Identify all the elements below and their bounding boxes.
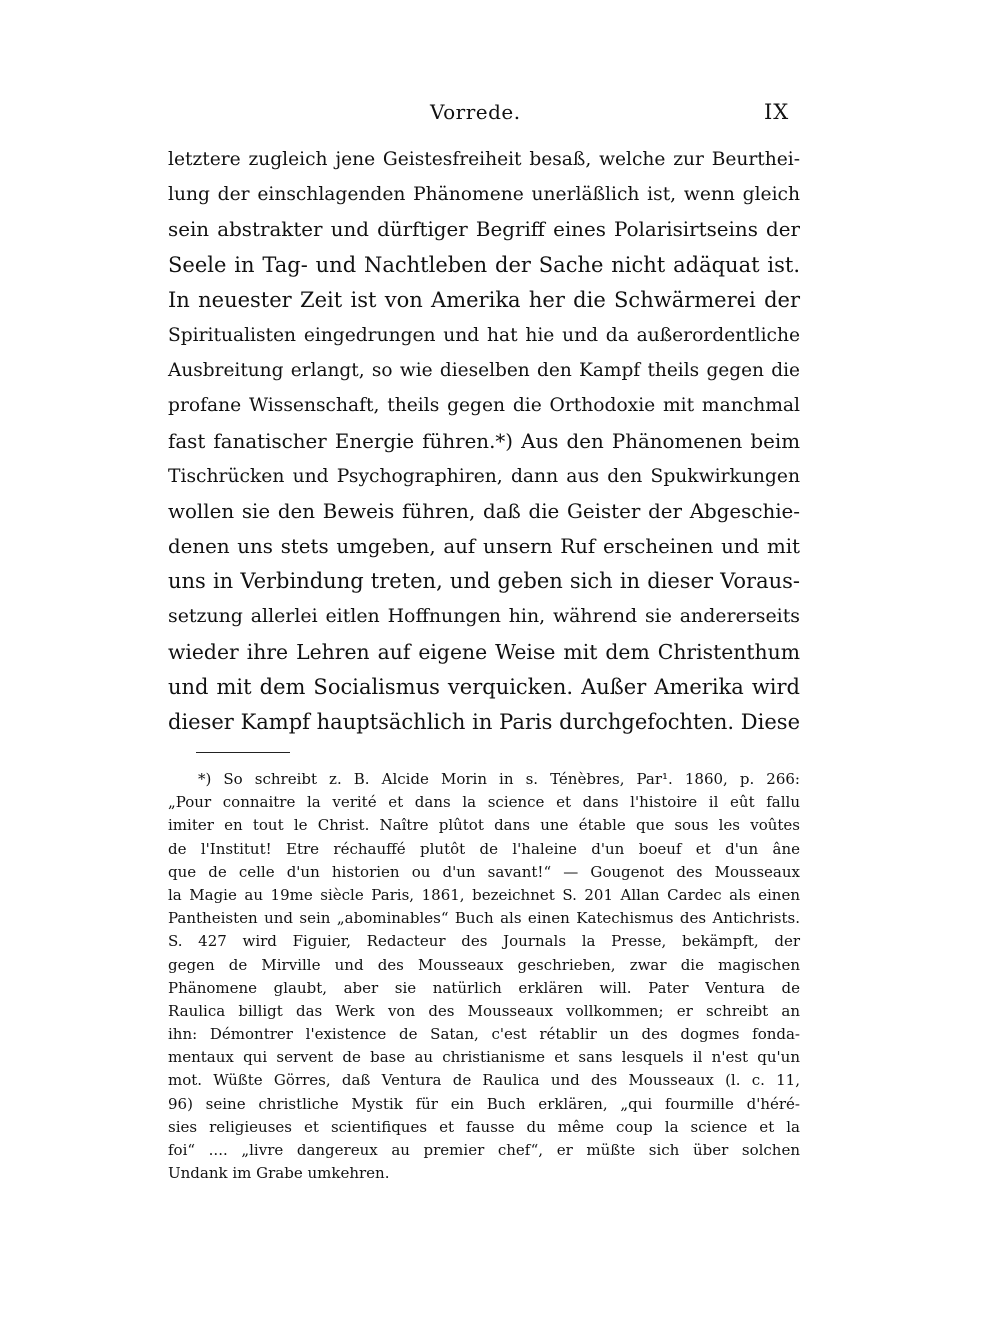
text-line: Tischrücken und Psychographiren, dann aus den Spukwirkungen — [168, 465, 800, 487]
footnote-line: foi“ .... „livre dangereux au premier chef“, er müßte sich über solchen — [168, 1141, 800, 1159]
text-line: Ausbreitung erlangt, so wie dieselben den Kampf theils gegen die — [168, 360, 800, 382]
footnote-line: mentaux qui servent de base au christianisme et sans lesquels il n'est qu'un — [168, 1048, 800, 1067]
footnote-line: sies religieuses et scientifiques et fausse du même coup la science et la — [168, 1117, 800, 1136]
running-title: Vorrede. — [430, 100, 521, 124]
page-number: IX — [764, 100, 790, 124]
text-line: Seele in Tag- und Nachtleben der Sache nicht adäquat ist. — [168, 252, 800, 277]
footnote-line: Pantheisten und sein „abominables“ Buch als einen Katechismus des Antichrists. — [168, 909, 800, 928]
footnote-line: de l'Institut! Etre réchauffé plutôt de l'haleine d'un boeuf et d'un âne — [168, 839, 800, 858]
main-text-body — [168, 142, 800, 740]
text-line: Spiritualisten eingedrungen und hat hie und da außerordentliche — [168, 324, 800, 346]
text-line: profane Wissenschaft, theils gegen die Orthodoxie mit manchmal — [168, 395, 800, 417]
footnote-line: la Magie au 19me siècle Paris, 1861, bezeichnet S. 201 Allan Cardec als einen — [168, 885, 800, 904]
footnote-line: S. 427 wird Figuier, Redacteur des Journals la Presse, bekämpft, der — [168, 932, 800, 951]
footnote-line: *) So schreibt z. B. Alcide Morin in s. Ténèbres, Par¹. 1860, p. 266: — [198, 770, 800, 788]
text-line: lung der einschlagenden Phänomene unerläßlich ist, wenn gleich — [168, 184, 800, 206]
text-line: In neuester Zeit ist von Amerika her die Schwärmerei der — [168, 287, 800, 312]
footnote-line: mot. Wüßte Görres, daß Ventura de Raulica und des Mousseaux (l. c. 11, — [168, 1071, 800, 1090]
text-line: und mit dem Socialismus verquicken. Außer Amerika wird — [168, 674, 800, 699]
footnote-line: Phänomene glaubt, aber sie natürlich erklären will. Pater Ventura de — [168, 978, 800, 997]
footnote-line: gegen de Mirville und des Mousseaux geschrieben, zwar die magischen — [168, 955, 800, 974]
footnote-line: 96) seine christliche Mystik für ein Buch erklären, „qui fourmille d'héré- — [168, 1094, 800, 1113]
footnote-divider — [196, 752, 290, 753]
footnote-line: ihn: Démontrer l'existence de Satan, c'est rétablir un des dogmes fonda- — [168, 1025, 800, 1044]
text-line: sein abstrakter und dürftiger Begriff eines Polarisirtseins der — [168, 218, 800, 242]
footnote-line: imiter en tout le Christ. Naître plûtot dans une étable que sous les voûtes — [168, 816, 800, 835]
footnote — [168, 768, 800, 1185]
text-line: fast fanatischer Energie führen.*) Aus den Phänomenen beim — [168, 429, 800, 453]
text-line: setzung allerlei eitlen Hoffnungen hin, während sie andererseits — [168, 605, 800, 628]
text-line: dieser Kampf hauptsächlich in Paris durchgefochten. Diese — [168, 710, 800, 734]
text-line: letztere zugleich jene Geistesfreiheit besaß, welche zur Beurthei- — [168, 149, 800, 170]
text-line: wieder ihre Lehren auf eigene Weise mit dem Christenthum — [168, 639, 800, 664]
text-line: wollen sie den Beweis führen, daß die Geister der Abgeschie- — [168, 499, 800, 523]
text-line: uns in Verbindung treten, und geben sich in dieser Voraus- — [168, 569, 800, 594]
footnote-line: „Pour connaitre la verité et dans la science et dans l'histoire il eût fallu — [168, 793, 800, 812]
page-header — [0, 100, 1000, 130]
footnote-line: que de celle d'un historien ou d'un savant!“ — Gougenot des Mousseaux — [168, 862, 800, 881]
footnote-line: Undank im Grabe umkehren. — [168, 1164, 390, 1183]
text-line: denen uns stets umgeben, auf unsern Ruf erscheinen und mit — [168, 535, 800, 559]
footnote-line: Raulica billigt das Werk von des Mousseaux vollkommen; er schreibt an — [168, 1001, 800, 1020]
